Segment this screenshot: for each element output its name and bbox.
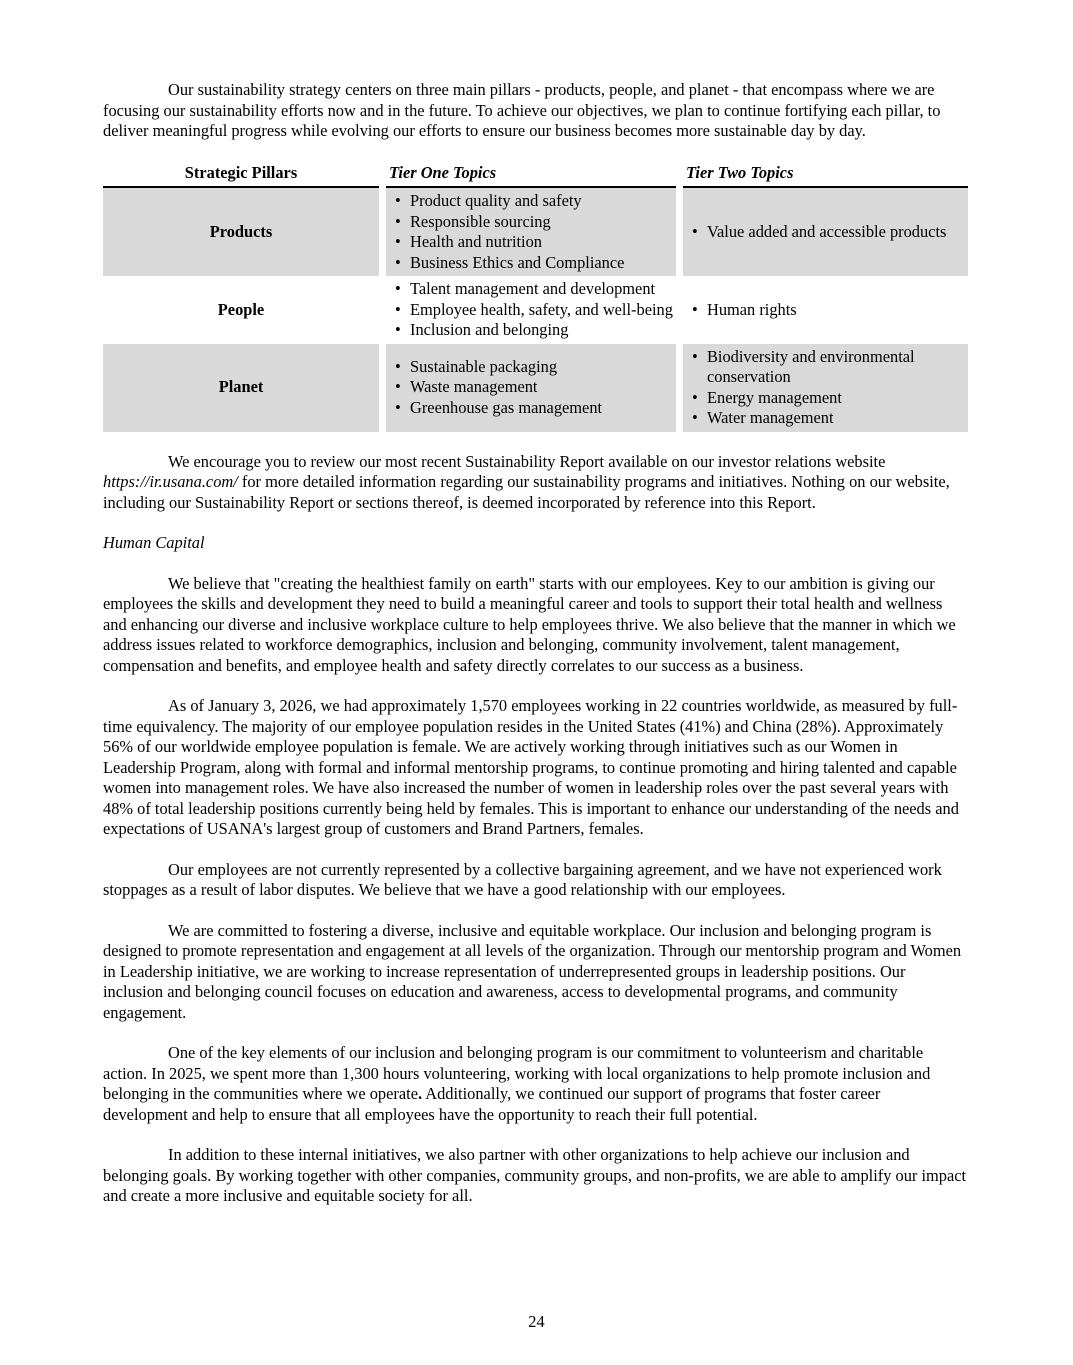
- planet-tier-one-cell: [386, 344, 676, 432]
- list-item: • Employee health, safety, and well-being: [386, 300, 676, 321]
- human-capital-heading: Human Capital: [103, 533, 205, 552]
- people-tier-two-list: [683, 297, 968, 324]
- pillar-label-products: Products: [103, 188, 379, 276]
- products-tier-two-cell: [683, 188, 968, 276]
- people-tier-one-cell: [386, 276, 676, 344]
- table-row-products: [103, 188, 968, 276]
- partnership-paragraph: In addition to these internal initiatives, we also partner with other organizations to help achieve our inclusion and belonging goals. By working together with other companies, community groups, and non-profits, we are able to amplify our impact and create a more inclusive and equitable society for all.: [103, 1145, 967, 1205]
- people-tier-one-list: [386, 276, 676, 344]
- list-item: • Inclusion and belonging: [386, 320, 676, 341]
- bargaining-paragraph: Our employees are not currently represented by a collective bargaining agreement, and we have not experienced work stoppages as a result of labor disputes. We believe that we have a good relationship with our employees.: [103, 859, 942, 899]
- planet-tier-two-cell: [683, 344, 968, 432]
- page-number: 24: [528, 1312, 545, 1331]
- planet-tier-two-list: [683, 344, 968, 432]
- list-item: • Water management: [683, 408, 968, 429]
- investor-relations-url: https://ir.usana.com/: [103, 472, 238, 491]
- table-header-strategic-pillars: Strategic Pillars: [103, 162, 379, 189]
- people-tier-two-cell: [683, 276, 968, 344]
- table-row-planet: [103, 344, 968, 432]
- table-row-people: [103, 276, 968, 344]
- strategic-pillars-table: [103, 162, 968, 432]
- paragraph-text-segment: for more detailed information regarding our sustainability programs and initiatives. Nothing on our website, including our Sustainability Report or sections thereof, is deemed incorporated by reference into this Report.: [103, 472, 950, 512]
- products-tier-two-list: [683, 219, 968, 246]
- sustainability-report-paragraph: [103, 452, 968, 514]
- list-item: • Talent management and development: [386, 279, 676, 300]
- pillar-label-planet: Planet: [103, 344, 379, 432]
- inclusion-paragraph: We are committed to fostering a diverse, inclusive and equitable workplace. Our inclusion and belonging program is designed to promote representation and engagement at all levels of the organization. Through our mentorship program and Women in Leadership initiative, we are working to increase representation of underrepresented groups in leadership positions. Our inclusion and belonging council focuses on education and awareness, access to developmental programs, and community engagement.: [103, 920, 962, 1022]
- list-item: • Sustainable packaging: [386, 357, 676, 378]
- list-item: • Business Ethics and Compliance: [386, 253, 676, 274]
- list-item: • Responsible sourcing: [386, 212, 676, 233]
- paragraph-text-segment: One of the key elements of our inclusion and belonging program is our commitment to volunteerism and charitable action. In 2025, we spent more than 1,300 hours volunteering, working with local organizations to help promote inclusion and belonging in the communities where we operate: [103, 1043, 931, 1103]
- list-item: • Waste management: [386, 377, 676, 398]
- table-header-tier-one-topics: Tier One Topics: [386, 162, 676, 189]
- list-item: • Human rights: [683, 300, 968, 321]
- list-item: • Biodiversity and environmental conservation: [683, 347, 968, 388]
- table-header-row: [103, 162, 968, 189]
- believe-paragraph: We believe that "creating the healthiest family on earth" starts with our employees. Key to our ambition is giving our employees the skills and development they need to build a meaningful career and tools to support their total health and wellness and enhancing our diverse and inclusive workplace culture to help employees thrive. We also believe that the manner in which we address issues related to workforce demographics, inclusion and belonging, community involvement, talent management, compensation and benefits, and employee health and safety directly correlates to our success as a business.: [103, 573, 956, 675]
- list-item: • Greenhouse gas management: [386, 398, 676, 419]
- bold-period: .: [417, 1084, 423, 1103]
- list-item: • Energy management: [683, 388, 968, 409]
- products-tier-one-list: [386, 188, 676, 276]
- list-item: • Health and nutrition: [386, 232, 676, 253]
- table-header-tier-two-topics: Tier Two Topics: [683, 162, 968, 189]
- workforce-paragraph: As of January 3, 2026, we had approximately 1,570 employees working in 22 countries worldwide, as measured by full-time equivalency. The majority of our employee population resides in the United States (41%) and China (28%). Approximately 56% of our worldwide employee population is female. We are actively working through initiatives such as our Women in Leadership Program, along with formal and informal mentorship programs, to continue promoting and hiring talented and capable women into management roles. We have also increased the number of women in leadership roles over the past several years with 48% of total leadership positions currently being held by females. This is important to enhance our understanding of the needs and expectations of USANA's largest group of customers and Brand Partners, females.: [103, 696, 959, 838]
- planet-tier-one-list: [386, 354, 676, 422]
- volunteerism-paragraph: [103, 1043, 968, 1125]
- intro-paragraph: Our sustainability strategy centers on three main pillars - products, people, and planet - that encompass where we are focusing our sustainability efforts now and in the future. To achieve our objectives, we plan to continue fortifying each pillar, to deliver meaningful progress while evolving our efforts to ensure our business becomes more sustainable day by day.: [103, 80, 941, 140]
- table-body: [103, 188, 968, 432]
- paragraph-text-segment: We encourage you to review our most recent Sustainability Report available on our investor relations website: [168, 451, 886, 471]
- list-item: • Product quality and safety: [386, 191, 676, 212]
- products-tier-one-cell: [386, 188, 676, 276]
- list-item: • Value added and accessible products: [683, 222, 968, 243]
- paragraph-text-segment: Additionally, we continued our support of programs that foster career development and help to ensure that all employees have the opportunity to reach their full potential.: [103, 1084, 881, 1124]
- pillar-label-people: People: [217, 299, 265, 319]
